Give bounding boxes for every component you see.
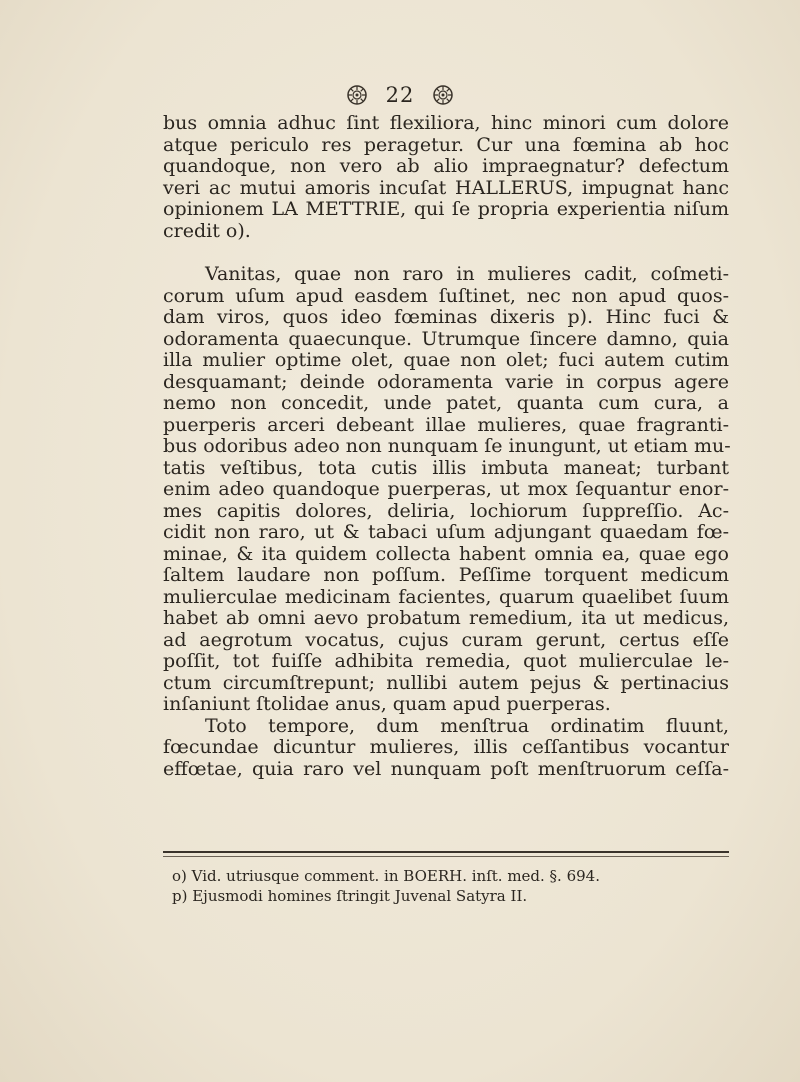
text-line: tatis veſtibus, tota cutis illis imbuta maneat; turbant <box>163 456 729 479</box>
text-line: mulierculae medicinam facientes, quarum quaelibet ſuum <box>163 585 729 608</box>
paragraph <box>163 113 729 242</box>
page-number: 22 <box>385 83 415 107</box>
flower-ornament-icon <box>432 84 454 106</box>
flower-ornament-icon <box>346 84 368 106</box>
footnote: p) Ejusmodi homines ſtringit Juvenal Satyra II. <box>172 887 528 905</box>
text-line: corum uſum apud easdem ſuſtinet, nec non apud quos- <box>163 284 729 307</box>
footnote: o) Vid. utriusque comment. in BOERH. inſt. med. §. 694. <box>172 867 600 885</box>
text-line: desquamant; deinde odoramenta varie in corpus agere <box>163 370 729 393</box>
text-line: puerperis arceri debeant illae mulieres, quae fragranti- <box>163 413 729 436</box>
main-text <box>163 113 729 780</box>
text-line: poſſit, tot fuiſſe adhibita remedia, quot mulierculae le- <box>163 650 729 672</box>
text-line: cidit non raro, ut & tabaci uſum adjungant quaedam fœ- <box>163 521 729 543</box>
text-line: veri ac mutui amoris incuſat HALLERUS, impugnat hanc <box>163 176 729 199</box>
paragraph <box>163 264 729 716</box>
text-line: Toto tempore, dum menſtrua ordinatim fluunt, <box>205 714 729 737</box>
footnote-divider <box>163 851 729 857</box>
text-line: atque periculo res peragetur. Cur una fœmina ab hoc <box>163 133 729 156</box>
text-line: enim adeo quandoque puerperas, ut mox ſequantur enor- <box>163 478 729 500</box>
text-line: bus odoribus adeo non nunquam ſe inungunt, ut etiam mu- <box>163 435 731 457</box>
text-line: habet ab omni aevo probatum remedium, ita ut medicus, <box>163 607 729 629</box>
text-line: effœtae, quia raro vel nunquam poſt menſtruorum ceſſa- <box>163 757 729 780</box>
page-header <box>0 80 800 110</box>
text-line: quandoque, non vero ab alio impraegnatur? defectum <box>163 155 729 177</box>
paragraph <box>163 716 729 781</box>
text-line: opinionem LA METTRIE, qui ſe propria experientia niſum <box>163 198 729 220</box>
text-line: ad aegrotum vocatus, cujus curam gerunt, certus eſſe <box>163 628 729 651</box>
text-line: nemo non concedit, unde patet, quanta cum cura, a <box>163 392 729 414</box>
footnotes <box>172 866 732 906</box>
text-line: ctum circumſtrepunt; nullibi autem pejus & pertinacius <box>163 671 729 694</box>
text-line: fœcundae dicuntur mulieres, illis ceſſantibus vocantur <box>163 736 729 758</box>
text-line: illa mulier optime olet, quae non olet; fuci autem cutim <box>163 349 729 371</box>
text-line: bus omnia adhuc ſint flexiliora, hinc minori cum dolore <box>163 112 729 134</box>
text-line: odoramenta quaecunque. Utrumque ſincere damno, quia <box>163 327 729 350</box>
text-line: mes capitis dolores, deliria, lochiorum ſuppreſſio. Ac- <box>163 499 729 522</box>
text-line: inſaniunt ſtolidae anus, quam apud puerperas. <box>163 693 611 715</box>
text-line: ſaltem laudare non poſſum. Peſſime torquent medicum <box>163 564 729 586</box>
text-line: dam viros, quos ideo fœminas dixeris p). Hinc fuci & <box>163 306 729 328</box>
text-line: Vanitas, quae non raro in mulieres cadit, coſmeti- <box>205 263 729 285</box>
text-line: minae, & ita quidem collecta habent omnia ea, quae ego <box>163 542 729 565</box>
text-line: credit o). <box>163 219 251 242</box>
